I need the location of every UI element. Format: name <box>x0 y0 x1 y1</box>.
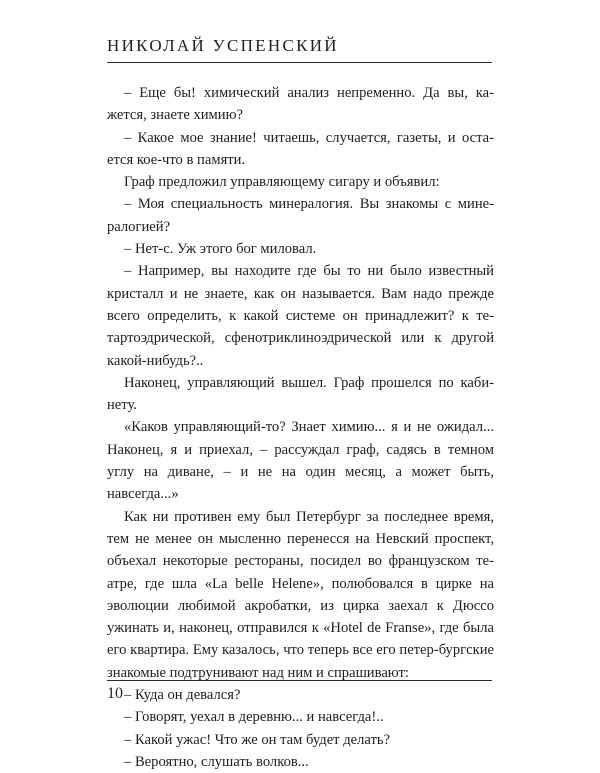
paragraph: – Моя специальность минералогия. Вы знакомы с мине-ралогией? <box>107 196 494 235</box>
footer-rule <box>107 680 492 681</box>
page-number: 10 <box>107 685 123 702</box>
paragraph: – Какое мое знание! читаешь, случается, газеты, и оста-ется кое-что в памяти. <box>107 129 494 168</box>
paragraph: – Какой ужас! Что же он там будет делать? <box>124 731 390 748</box>
paragraph: – Говорят, уехал в деревню... и навсегда!.. <box>124 709 384 726</box>
paragraph: – Еще бы! химический анализ непременно. Да вы, ка-жется, знаете химию? <box>107 85 494 124</box>
paragraph: Как ни противен ему был Петербург за последнее время, тем не менее он мысленно перенесся на Невский проспект, объехал некоторые рестораны, посидел во французском те-атре, где шла «La belle Helene», полюбовался в цирке на эволюции любимой акробатки, из цирка заехал к Дюссо ужинать и, наконец, отправился к «Hotel de Franse», где была его квартира. Ему казалось, что теперь все его петер-бургские знакомые подтрунивают над ним и спрашивают: <box>107 508 494 681</box>
paragraph: – Вероятно, слушать волков... <box>124 753 309 770</box>
paragraph: – Куда он девался? <box>124 687 241 704</box>
paragraph: «Каков управляющий-то? Знает химию... я и не ожидал... Наконец, я и приехал, – рассуждал граф, садясь в темном углу на диване, – и не на один месяц, а может быть, навсегда...» <box>107 419 494 503</box>
paragraph: – Нет-с. Уж этого бог миловал. <box>124 241 317 258</box>
running-title: НИКОЛАЙ УСПЕНСКИЙ <box>107 36 339 55</box>
body-text <box>107 82 494 773</box>
paragraph: Граф предложил управляющему сигару и объявил: <box>124 174 440 191</box>
header-rule <box>107 62 492 63</box>
paragraph: Наконец, управляющий вышел. Граф прошелся по каби-нету. <box>107 374 494 414</box>
paragraph: – Например, вы находите где бы то ни было известный кристалл и не знаете, как он называется. Вам надо прежде всего определить, к какой системе он принадлежит? к те-тартоэдрической, сфенотриклиноэдрической или к другой какой-нибудь?.. <box>107 263 494 369</box>
